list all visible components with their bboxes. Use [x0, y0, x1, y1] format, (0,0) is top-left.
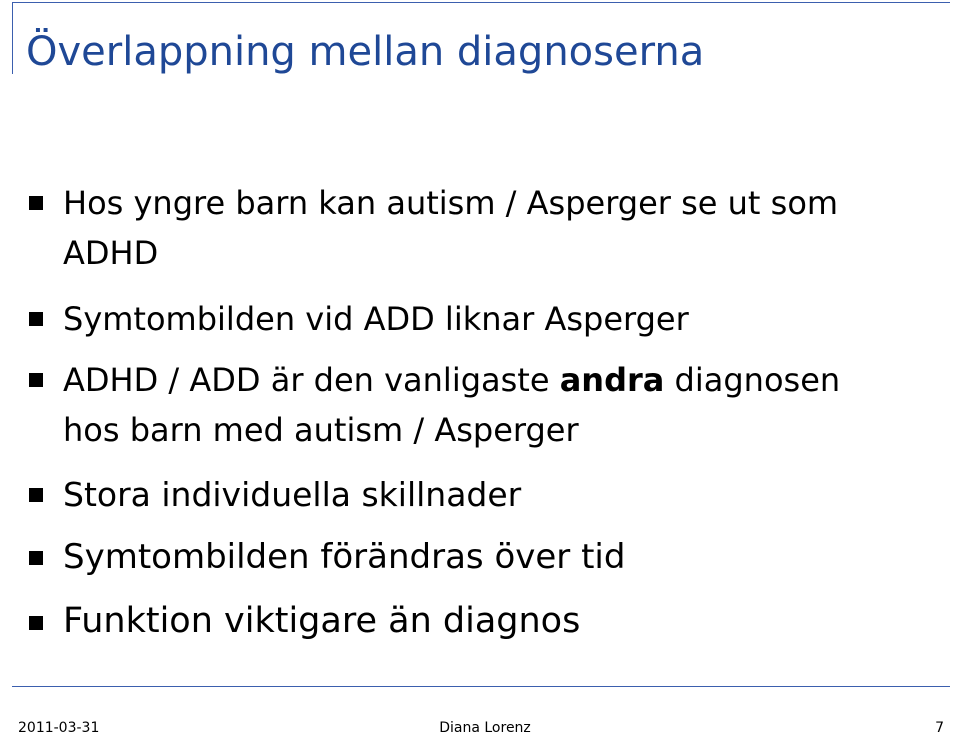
page-number: 7: [935, 720, 944, 736]
bullet-text: [63, 596, 943, 646]
bullet-line: Hos yngre barn kan autism / Asperger se ut som: [63, 184, 839, 222]
footer-author: Diana Lorenz: [439, 720, 531, 736]
footer-divider: [12, 686, 950, 687]
top-frame-line: [12, 2, 950, 3]
footer-date: 2011-03-31: [18, 720, 100, 736]
bullet-text-part: ADHD / ADD är den vanligaste: [63, 361, 560, 399]
bullet-text-part: diagnosen: [664, 361, 841, 399]
bullet-line: Stora individuella skillnader: [63, 475, 522, 514]
bullet-line: hos barn med autism / Asperger: [63, 411, 579, 449]
bullet-text: [63, 470, 943, 520]
emphasized-word: andra: [559, 361, 665, 399]
square-bullet-icon: [29, 312, 43, 326]
bullet-line: Funktion viktigare än diagnos: [63, 601, 581, 641]
square-bullet-icon: [29, 196, 43, 210]
square-bullet-icon: [29, 373, 43, 387]
bullet-text: [63, 532, 943, 582]
bullet-text: [63, 294, 943, 344]
bullet-text: [63, 178, 943, 278]
left-frame-line: [12, 2, 13, 74]
bullet-line: Symtombilden förändras över tid: [63, 537, 626, 577]
bullet-line: [63, 355, 943, 405]
bullet-line: Symtombilden vid ADD liknar Asperger: [63, 300, 689, 338]
square-bullet-icon: [29, 488, 43, 502]
square-bullet-icon: [29, 551, 43, 565]
bullet-text: [63, 355, 943, 455]
square-bullet-icon: [29, 616, 43, 630]
slide-title: Överlappning mellan diagnoserna: [26, 29, 705, 75]
bullet-line: ADHD: [63, 234, 159, 272]
